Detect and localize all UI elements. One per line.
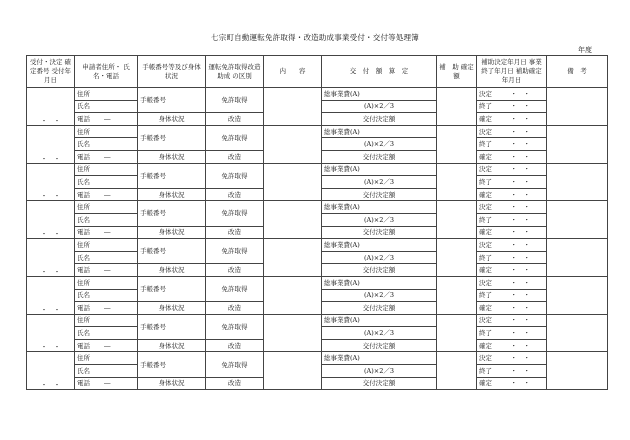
notebook-cell: 手帳番号 xyxy=(138,314,206,339)
calc-total-cell: 総事業費(A) xyxy=(322,163,437,176)
calc-decision-cell: 交付決定額 xyxy=(322,188,437,201)
content-cell xyxy=(264,88,322,126)
notebook-cell: 手帳番号 xyxy=(138,88,206,113)
receipt-date-cell xyxy=(27,163,75,201)
status-final-date: ・ ・ xyxy=(510,341,530,350)
name-cell: 氏名 xyxy=(75,176,138,189)
header-dates: 補助決定年月日 事業終了年月日 補助確定年月日 xyxy=(477,56,547,88)
final-amount-cell xyxy=(437,163,477,201)
status-decision: 決定 xyxy=(479,203,492,212)
status-end-date: ・ ・ xyxy=(510,140,530,149)
final-amount-cell xyxy=(437,314,477,352)
status-decision-cell xyxy=(477,163,547,176)
header-notebook-status: 手帳番号等及び身体状況 xyxy=(138,56,206,88)
date-dots: ・ ・ xyxy=(40,343,61,352)
status-final-cell xyxy=(477,113,547,126)
license-cell: 免許取得 xyxy=(206,352,264,377)
body-status-cell: 身体状況 xyxy=(138,188,206,201)
status-final: 確定 xyxy=(479,266,492,275)
phone-cell xyxy=(75,113,138,126)
receipt-date-cell xyxy=(27,276,75,314)
content-cell xyxy=(264,239,322,277)
status-decision-cell xyxy=(477,239,547,252)
status-final-cell xyxy=(477,188,547,201)
status-final: 確定 xyxy=(479,190,492,199)
status-end: 終了 xyxy=(479,102,492,111)
status-final-cell xyxy=(477,377,547,390)
notebook-cell: 手帳番号 xyxy=(138,352,206,377)
body-status-cell: 身体状況 xyxy=(138,150,206,163)
body-status-cell: 身体状況 xyxy=(138,264,206,277)
status-decision: 決定 xyxy=(479,127,492,136)
date-dots: ・ ・ xyxy=(40,154,61,163)
status-decision-date: ・ ・ xyxy=(510,240,530,249)
status-final: 確定 xyxy=(479,228,492,237)
calc-ratio-cell: (A)×2／3 xyxy=(322,138,437,151)
content-cell xyxy=(264,352,322,390)
status-decision-date: ・ ・ xyxy=(510,354,530,363)
record-row xyxy=(27,163,608,176)
name-cell: 氏名 xyxy=(75,213,138,226)
remarks-cell xyxy=(547,352,608,390)
status-final-date: ・ ・ xyxy=(510,114,530,123)
status-decision-cell xyxy=(477,352,547,365)
status-decision-cell xyxy=(477,88,547,101)
header-remarks: 備 考 xyxy=(547,56,608,88)
status-end-cell xyxy=(477,289,547,302)
record-row xyxy=(27,125,608,138)
calc-decision-cell: 交付決定額 xyxy=(322,226,437,239)
status-final: 確定 xyxy=(479,341,492,350)
modify-cell: 改造 xyxy=(206,226,264,239)
address-cell: 住所 xyxy=(75,201,138,214)
calc-decision-cell: 交付決定額 xyxy=(322,339,437,352)
status-final-cell xyxy=(477,226,547,239)
record-row xyxy=(27,239,608,252)
phone-label: 電話 xyxy=(77,228,90,237)
content-cell xyxy=(264,276,322,314)
status-final: 確定 xyxy=(479,114,492,123)
status-decision: 決定 xyxy=(479,240,492,249)
record-row xyxy=(27,201,608,214)
modify-cell: 改造 xyxy=(206,188,264,201)
status-end-cell xyxy=(477,327,547,340)
receipt-date-cell xyxy=(27,88,75,126)
record-row xyxy=(27,276,608,289)
address-cell: 住所 xyxy=(75,276,138,289)
status-end-cell xyxy=(477,176,547,189)
body-status-cell: 身体状況 xyxy=(138,377,206,390)
name-cell: 氏名 xyxy=(75,100,138,113)
calc-decision-cell: 交付決定額 xyxy=(322,150,437,163)
phone-dash: ― xyxy=(104,152,111,161)
final-amount-cell xyxy=(437,125,477,163)
phone-dash: ― xyxy=(104,341,111,350)
status-final-date: ・ ・ xyxy=(510,228,530,237)
status-end: 終了 xyxy=(479,366,492,375)
name-cell: 氏名 xyxy=(75,138,138,151)
license-cell: 免許取得 xyxy=(206,239,264,264)
calc-ratio-cell: (A)×2／3 xyxy=(322,251,437,264)
status-end-cell xyxy=(477,100,547,113)
calc-total-cell: 総事業費(A) xyxy=(322,239,437,252)
final-amount-cell xyxy=(437,88,477,126)
calc-ratio-cell: (A)×2／3 xyxy=(322,365,437,378)
phone-cell xyxy=(75,302,138,315)
body-status-cell: 身体状況 xyxy=(138,113,206,126)
phone-cell xyxy=(75,264,138,277)
status-end-cell xyxy=(477,138,547,151)
status-end: 終了 xyxy=(479,177,492,186)
status-final-cell xyxy=(477,339,547,352)
date-dots: ・ ・ xyxy=(40,230,61,239)
header-applicant: 申請者住所・ 氏名・電話 xyxy=(75,56,138,88)
status-final-date: ・ ・ xyxy=(510,152,530,161)
calc-total-cell: 総事業費(A) xyxy=(322,352,437,365)
status-end-date: ・ ・ xyxy=(510,291,530,300)
phone-label: 電話 xyxy=(77,341,90,350)
status-decision: 決定 xyxy=(479,89,492,98)
status-end-date: ・ ・ xyxy=(510,253,530,262)
name-cell: 氏名 xyxy=(75,289,138,302)
status-final-date: ・ ・ xyxy=(510,190,530,199)
status-end: 終了 xyxy=(479,140,492,149)
status-final-cell xyxy=(477,150,547,163)
date-dots: ・ ・ xyxy=(40,267,61,276)
license-cell: 免許取得 xyxy=(206,125,264,150)
remarks-cell xyxy=(547,239,608,277)
remarks-cell xyxy=(547,163,608,201)
body-status-cell: 身体状況 xyxy=(138,226,206,239)
remarks-cell xyxy=(547,314,608,352)
address-cell: 住所 xyxy=(75,314,138,327)
name-cell: 氏名 xyxy=(75,251,138,264)
status-decision-date: ・ ・ xyxy=(510,278,530,287)
registry-table xyxy=(26,55,608,390)
receipt-date-cell xyxy=(27,314,75,352)
status-end: 終了 xyxy=(479,215,492,224)
notebook-cell: 手帳番号 xyxy=(138,276,206,301)
final-amount-cell xyxy=(437,239,477,277)
document-title: 七宗町自動運転免許取得・改造助成事業受付・交付等処理簿 xyxy=(211,33,419,42)
body-status-cell: 身体状況 xyxy=(138,339,206,352)
address-cell: 住所 xyxy=(75,163,138,176)
calc-decision-cell: 交付決定額 xyxy=(322,264,437,277)
phone-cell xyxy=(75,339,138,352)
fiscal-year-label: 年度 xyxy=(578,46,592,54)
status-end-date: ・ ・ xyxy=(510,366,530,375)
status-decision-date: ・ ・ xyxy=(510,165,530,174)
final-amount-cell xyxy=(437,201,477,239)
modify-cell: 改造 xyxy=(206,302,264,315)
date-dots: ・ ・ xyxy=(40,192,61,201)
header-receipt-number: 受付・決定 確定番号 受付年月日 xyxy=(27,56,75,88)
address-cell: 住所 xyxy=(75,88,138,101)
modify-cell: 改造 xyxy=(206,113,264,126)
phone-cell xyxy=(75,150,138,163)
receipt-date-cell xyxy=(27,125,75,163)
status-final: 確定 xyxy=(479,303,492,312)
notebook-cell: 手帳番号 xyxy=(138,163,206,188)
record-row xyxy=(27,88,608,101)
status-end-date: ・ ・ xyxy=(510,102,530,111)
status-end-cell xyxy=(477,251,547,264)
header-license-type: 運転免許取得改造助成 の区別 xyxy=(206,56,264,88)
phone-cell xyxy=(75,188,138,201)
date-dots: ・ ・ xyxy=(40,116,61,125)
receipt-date-cell xyxy=(27,239,75,277)
status-end: 終了 xyxy=(479,291,492,300)
status-decision: 決定 xyxy=(479,354,492,363)
modify-cell: 改造 xyxy=(206,150,264,163)
calc-total-cell: 総事業費(A) xyxy=(322,201,437,214)
calc-ratio-cell: (A)×2／3 xyxy=(322,327,437,340)
phone-label: 電話 xyxy=(77,152,90,161)
date-dots: ・ ・ xyxy=(40,305,61,314)
status-final: 確定 xyxy=(479,152,492,161)
status-end-date: ・ ・ xyxy=(510,215,530,224)
license-cell: 免許取得 xyxy=(206,163,264,188)
status-final-date: ・ ・ xyxy=(510,266,530,275)
calc-total-cell: 総事業費(A) xyxy=(322,125,437,138)
name-cell: 氏名 xyxy=(75,365,138,378)
remarks-cell xyxy=(547,201,608,239)
calc-ratio-cell: (A)×2／3 xyxy=(322,213,437,226)
license-cell: 免許取得 xyxy=(206,314,264,339)
calc-total-cell: 総事業費(A) xyxy=(322,88,437,101)
status-end-cell xyxy=(477,365,547,378)
calc-total-cell: 総事業費(A) xyxy=(322,276,437,289)
license-cell: 免許取得 xyxy=(206,201,264,226)
address-cell: 住所 xyxy=(75,125,138,138)
content-cell xyxy=(264,125,322,163)
modify-cell: 改造 xyxy=(206,339,264,352)
header-content: 内 容 xyxy=(264,56,322,88)
status-decision: 決定 xyxy=(479,165,492,174)
status-decision-cell xyxy=(477,314,547,327)
status-final-date: ・ ・ xyxy=(510,303,530,312)
status-decision-cell xyxy=(477,276,547,289)
calc-decision-cell: 交付決定額 xyxy=(322,377,437,390)
phone-label: 電話 xyxy=(77,266,90,275)
license-cell: 免許取得 xyxy=(206,88,264,113)
notebook-cell: 手帳番号 xyxy=(138,125,206,150)
notebook-cell: 手帳番号 xyxy=(138,239,206,264)
record-row xyxy=(27,352,608,365)
phone-label: 電話 xyxy=(77,114,90,123)
content-cell xyxy=(264,201,322,239)
status-final-date: ・ ・ xyxy=(510,379,530,388)
status-decision-date: ・ ・ xyxy=(510,89,530,98)
content-cell xyxy=(264,314,322,352)
status-end: 終了 xyxy=(479,253,492,262)
phone-dash: ― xyxy=(104,379,111,388)
status-decision-date: ・ ・ xyxy=(510,127,530,136)
address-cell: 住所 xyxy=(75,352,138,365)
calc-decision-cell: 交付決定額 xyxy=(322,302,437,315)
status-decision: 決定 xyxy=(479,278,492,287)
phone-cell xyxy=(75,377,138,390)
date-dots: ・ ・ xyxy=(40,381,61,390)
content-cell xyxy=(264,163,322,201)
phone-label: 電話 xyxy=(77,190,90,199)
notebook-cell: 手帳番号 xyxy=(138,201,206,226)
status-decision-date: ・ ・ xyxy=(510,316,530,325)
phone-dash: ― xyxy=(104,190,111,199)
receipt-date-cell xyxy=(27,201,75,239)
phone-dash: ― xyxy=(104,266,111,275)
record-row xyxy=(27,314,608,327)
body-status-cell: 身体状況 xyxy=(138,302,206,315)
status-end: 終了 xyxy=(479,329,492,338)
final-amount-cell xyxy=(437,276,477,314)
status-decision: 決定 xyxy=(479,316,492,325)
status-end-cell xyxy=(477,213,547,226)
receipt-date-cell xyxy=(27,352,75,390)
address-cell: 住所 xyxy=(75,239,138,252)
status-final-cell xyxy=(477,264,547,277)
calc-ratio-cell: (A)×2／3 xyxy=(322,289,437,302)
remarks-cell xyxy=(547,276,608,314)
final-amount-cell xyxy=(437,352,477,390)
calc-ratio-cell: (A)×2／3 xyxy=(322,176,437,189)
status-final-cell xyxy=(477,302,547,315)
status-decision-cell xyxy=(477,201,547,214)
calc-total-cell: 総事業費(A) xyxy=(322,314,437,327)
header-amount-calc: 交 付 額 算 定 xyxy=(322,56,437,88)
calc-decision-cell: 交付決定額 xyxy=(322,113,437,126)
phone-dash: ― xyxy=(104,303,111,312)
modify-cell: 改造 xyxy=(206,377,264,390)
status-decision-cell xyxy=(477,125,547,138)
calc-ratio-cell: (A)×2／3 xyxy=(322,100,437,113)
phone-label: 電話 xyxy=(77,379,90,388)
header-final-amount: 補 助 確定額 xyxy=(437,56,477,88)
remarks-cell xyxy=(547,125,608,163)
name-cell: 氏名 xyxy=(75,327,138,340)
status-final: 確定 xyxy=(479,379,492,388)
license-cell: 免許取得 xyxy=(206,276,264,301)
status-end-date: ・ ・ xyxy=(510,177,530,186)
modify-cell: 改造 xyxy=(206,264,264,277)
status-decision-date: ・ ・ xyxy=(510,203,530,212)
status-end-date: ・ ・ xyxy=(510,329,530,338)
phone-cell xyxy=(75,226,138,239)
phone-dash: ― xyxy=(104,114,111,123)
phone-dash: ― xyxy=(104,228,111,237)
remarks-cell xyxy=(547,88,608,126)
phone-label: 電話 xyxy=(77,303,90,312)
